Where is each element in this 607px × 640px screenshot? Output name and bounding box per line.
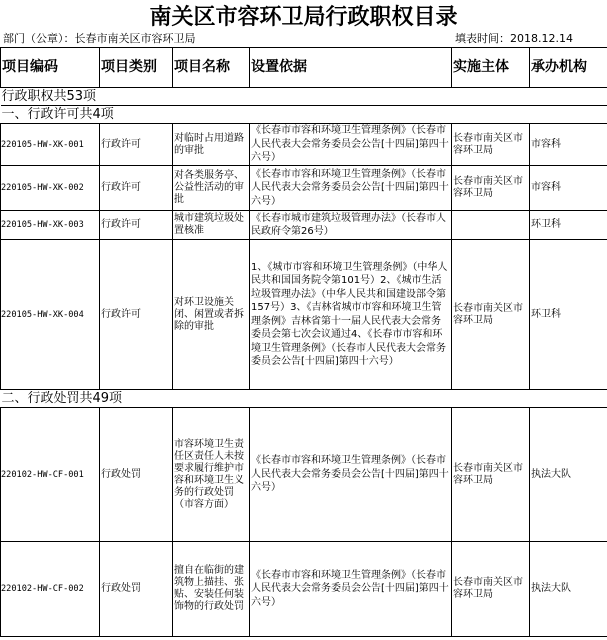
- row-agency: 市容科: [530, 124, 607, 166]
- row-code: 220105-HW-XK-002: [1, 166, 100, 211]
- row-subject: [452, 211, 530, 240]
- row-agency: 环卫科: [530, 211, 607, 240]
- row-basis: 《长春市市容和环境卫生管理条例》（长春市人民代表大会常务委员会公告[十四届]第四十六号）: [250, 124, 452, 166]
- header-basis: 设置依据: [250, 48, 452, 88]
- table-row: [1, 166, 607, 211]
- row-basis: 《长春市市容和环境卫生管理条例》（长春市人民代表大会常务委员会公告[十四届]第四十六号）: [250, 166, 452, 211]
- row-agency: 市容科: [530, 166, 607, 211]
- row-basis: 《长春市城市建筑垃圾管理办法》（长春市人民政府令第26号）: [250, 211, 452, 240]
- row-category: 行政处罚: [100, 542, 173, 637]
- row-category: 行政许可: [100, 166, 173, 211]
- row-category: 行政许可: [100, 124, 173, 166]
- table-row: [1, 240, 607, 390]
- table-row: [1, 211, 607, 240]
- row-agency: 执法大队: [530, 408, 607, 542]
- header-name: 项目名称: [173, 48, 250, 88]
- row-code: 220102-HW-CF-002: [1, 542, 100, 637]
- row-name: 市容环境卫生责任区责任人未按要求履行维护市容和环境卫生义务的行政处罚（市容方面）: [173, 408, 250, 542]
- table-row: [1, 408, 607, 542]
- row-basis: 《长春市市容和环境卫生管理条例》（长春市人民代表大会常务委员会公告[十四届]第四十六号）: [250, 542, 452, 637]
- row-subject: 长春市南关区市容环卫局: [452, 124, 530, 166]
- section-permit-row: [1, 106, 607, 124]
- row-name: 对临时占用道路的审批: [173, 124, 250, 166]
- row-subject: 长春市南关区市容环卫局: [452, 166, 530, 211]
- row-subject: 长春市南关区市容环卫局: [452, 542, 530, 637]
- header-agency: 承办机构: [530, 48, 607, 88]
- row-basis: 1、《城市市容和环境卫生管理条例》（中华人民共和国国务院令第101号）2、《城市生活垃圾管理办法》（中华人民共和国建设部令第157号）3、《吉林省城市市容和环境卫生管理条例》吉林省第十一届人民代表大会常务委员会第七次会议通过4、《长春市市容和环境卫生管理条例》（长春市人民代表大会常务委员会公告[十四届]第四十六号）: [250, 240, 452, 390]
- row-agency: 环卫科: [530, 240, 607, 390]
- document-title: 南关区市容环卫局行政职权目录: [149, 4, 458, 30]
- row-code: 220105-HW-XK-004: [1, 240, 100, 390]
- section-total: 行政职权共53项: [1, 88, 607, 106]
- section-total-row: [1, 88, 607, 106]
- row-subject: 长春市南关区市容环卫局: [452, 240, 530, 390]
- row-code: 220105-HW-XK-001: [1, 124, 100, 166]
- row-code: 220102-HW-CF-001: [1, 408, 100, 542]
- row-subject: 长春市南关区市容环卫局: [452, 408, 530, 542]
- row-agency: 执法大队: [530, 542, 607, 637]
- fill-date: 填表时间：2018.12.14: [455, 32, 573, 45]
- table-row: [1, 542, 607, 637]
- department-label: 部门（公章）：长春市南关区市容环卫局: [3, 32, 196, 45]
- section-permit: 一、行政许可共4项: [1, 106, 607, 124]
- row-name: 对各类服务亭、公益性活动的审批: [173, 166, 250, 211]
- row-basis: 《长春市市容和环境卫生管理条例》（长春市人民代表大会常务委员会公告[十四届]第四十六号）: [250, 408, 452, 542]
- row-category: 行政处罚: [100, 408, 173, 542]
- header-row: [1, 48, 607, 88]
- header-category: 项目类别: [100, 48, 173, 88]
- table-row: [1, 124, 607, 166]
- row-category: 行政许可: [100, 211, 173, 240]
- header-subject: 实施主体: [452, 48, 530, 88]
- header-code: 项目编码: [1, 48, 100, 88]
- row-name: 擅自在临街的建筑物上描挂、张贴、安装任何装饰物的行政处罚: [173, 542, 250, 637]
- row-name: 城市建筑垃圾处置核准: [173, 211, 250, 240]
- row-name: 对环卫设施关闭、闲置或者拆除的审批: [173, 240, 250, 390]
- authority-table: [0, 47, 607, 637]
- row-code: 220105-HW-XK-003: [1, 211, 100, 240]
- section-penalty-row: [1, 390, 607, 408]
- section-penalty: 二、行政处罚共49项: [1, 390, 607, 408]
- row-category: 行政许可: [100, 240, 173, 390]
